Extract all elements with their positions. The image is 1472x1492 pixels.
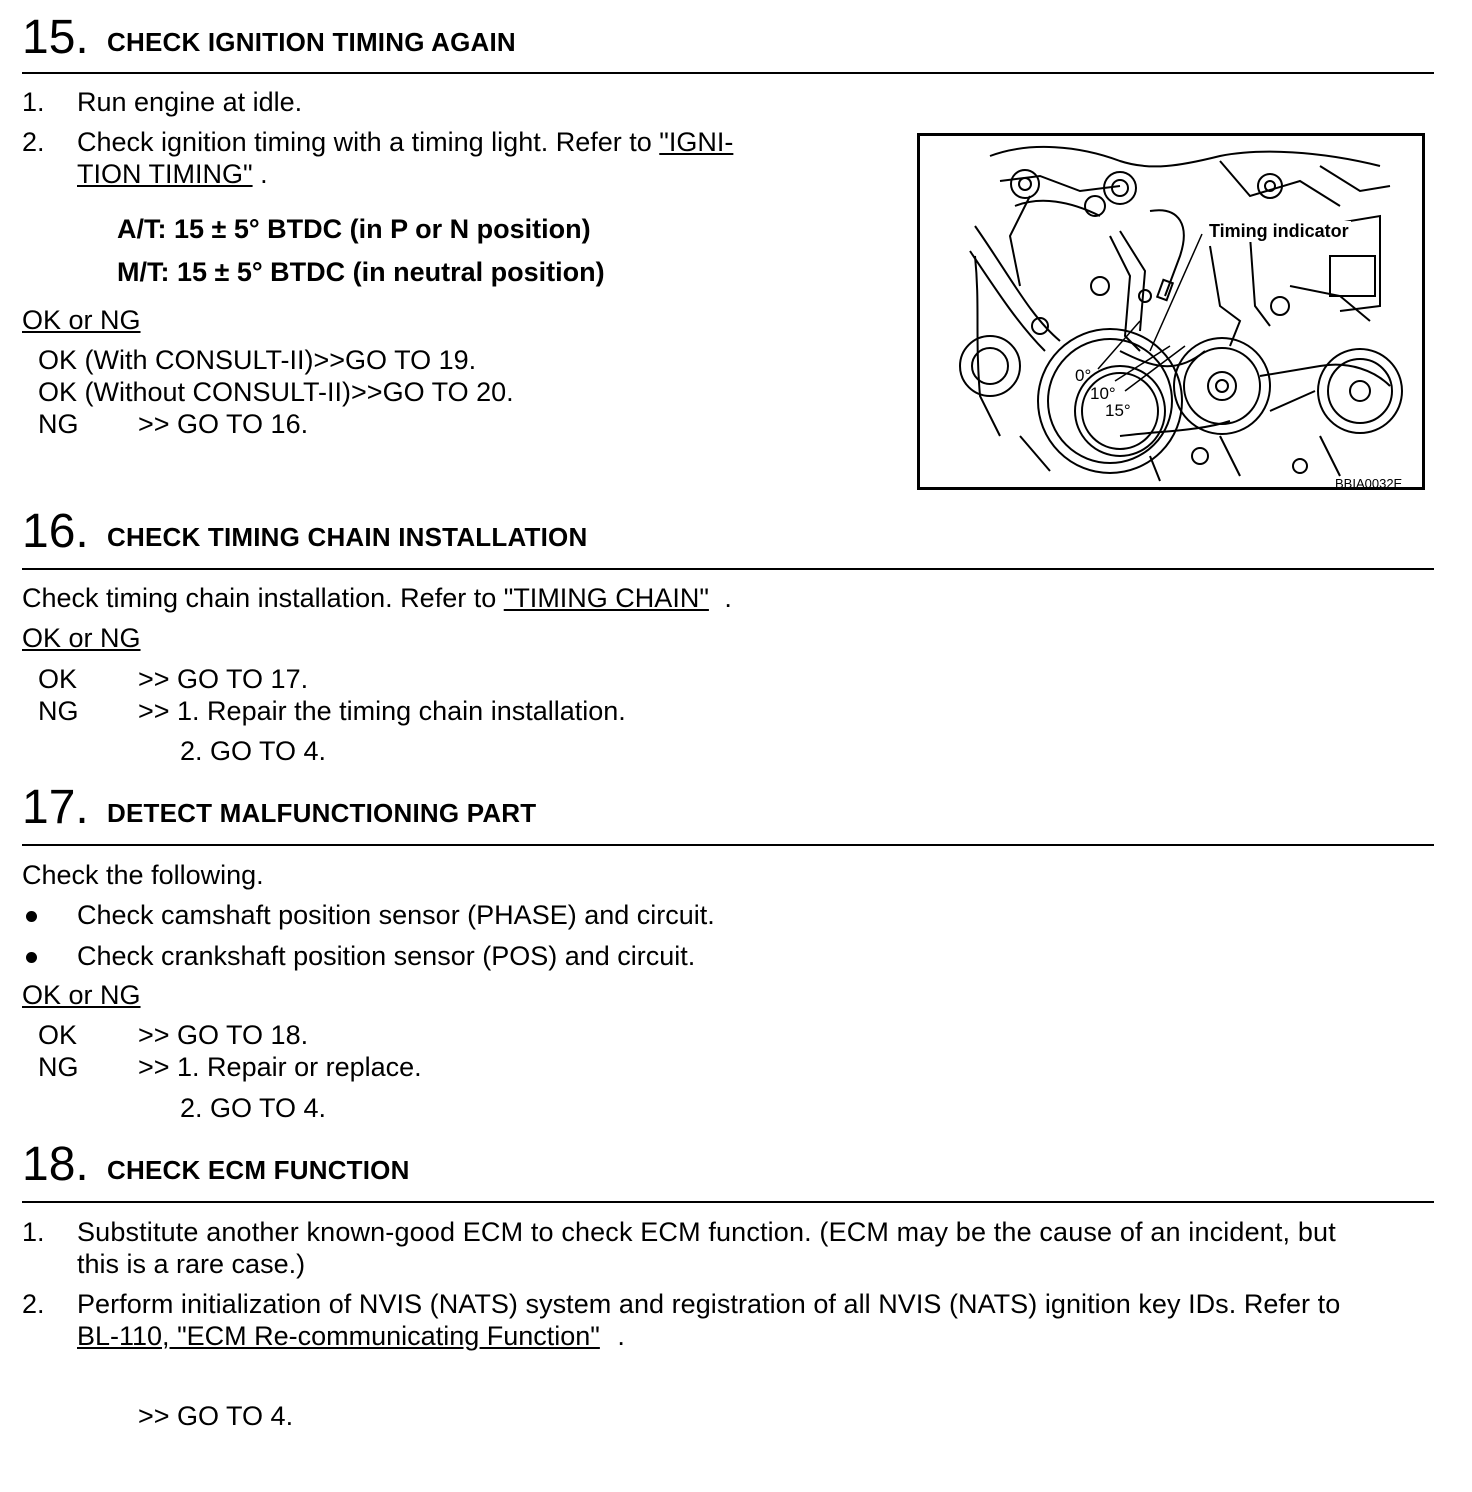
list-number: 1. — [22, 87, 45, 117]
timing-indicator-figure — [917, 133, 1425, 490]
step-number: 15. — [22, 11, 89, 64]
timing-mark-10: 10° — [1090, 384, 1116, 403]
punctuation: . — [716, 583, 732, 613]
timing-mark-0: 0° — [1075, 366, 1092, 385]
ng-label: NG — [38, 1052, 79, 1082]
step-18-header — [22, 1131, 1434, 1203]
step-title: DETECT MALFUNCTIONING PART — [107, 798, 537, 828]
list-item-text: Check ignition timing with a timing light. Refer to — [77, 127, 660, 157]
list-item-continued — [77, 158, 268, 190]
step-title: CHECK TIMING CHAIN INSTALLATION — [107, 522, 588, 552]
engine-pulley-drawing — [920, 136, 1422, 487]
step-15-header — [22, 2, 1434, 74]
ng-label: NG — [38, 696, 79, 726]
figure-code: BBIA0032E — [1335, 476, 1403, 490]
bullet-item: Check crankshaft position sensor (POS) and circuit. — [77, 941, 696, 971]
list-number: 1. — [22, 1217, 45, 1247]
step-16-text — [22, 582, 732, 614]
spec-at: A/T: 15 ± 5° BTDC (in P or N position) — [117, 214, 591, 244]
list-item: Perform initialization of NVIS (NATS) system and registration of all NVIS (NATS) ignition key IDs. Refer to — [77, 1289, 1341, 1319]
timing-mark-15: 15° — [1105, 401, 1131, 420]
ok-or-ng-label: OK or NG — [22, 623, 141, 653]
ok-or-ng-label: OK or NG — [22, 305, 141, 335]
ng-action-step-2: 2. GO TO 4. — [180, 1093, 327, 1123]
list-item-continued — [77, 1320, 625, 1352]
ng-action: >> 1. Repair the timing chain installation. — [138, 696, 626, 726]
step-16-header — [22, 498, 1434, 570]
paragraph-text: Check timing chain installation. Refer to — [22, 583, 504, 613]
ok-label: OK — [38, 1020, 78, 1050]
step-title: CHECK IGNITION TIMING AGAIN — [107, 27, 516, 57]
ng-label: NG — [38, 409, 79, 439]
list-item-continued: this is a rare case.) — [77, 1249, 306, 1279]
spec-mt: M/T: 15 ± 5° BTDC (in neutral position) — [117, 257, 605, 287]
bullet-icon — [26, 952, 37, 963]
ok-action: >> GO TO 18. — [138, 1020, 309, 1050]
ng-action: >> GO TO 16. — [138, 409, 309, 439]
result-line: OK (With CONSULT-II)>>GO TO 19. — [38, 345, 477, 375]
ignition-timing-link-continued[interactable]: TION TIMING" — [77, 159, 253, 189]
step-number: 16. — [22, 505, 89, 558]
timing-chain-link[interactable]: "TIMING CHAIN" — [503, 583, 709, 613]
list-item: Substitute another known-good ECM to check ECM function. (ECM may be the cause of an incident, but — [77, 1217, 1336, 1247]
punctuation: . — [609, 1321, 625, 1351]
timing-indicator-callout: Timing indicator — [1209, 221, 1349, 241]
ng-action: >> 1. Repair or replace. — [138, 1052, 422, 1082]
ok-action: >> GO TO 17. — [138, 664, 309, 694]
step-17-header — [22, 774, 1434, 846]
list-item — [77, 126, 733, 158]
list-number: 2. — [22, 1289, 45, 1319]
ok-or-ng-label: OK or NG — [22, 980, 141, 1010]
punctuation: . — [252, 159, 268, 189]
ok-label: OK — [38, 664, 78, 694]
step-title: CHECK ECM FUNCTION — [107, 1155, 410, 1185]
ng-action-step-2: 2. GO TO 4. — [180, 736, 327, 766]
ignition-timing-link[interactable]: "IGNI- — [659, 127, 734, 157]
result-line: OK (Without CONSULT-II)>>GO TO 20. — [38, 377, 514, 407]
step-number: 18. — [22, 1138, 89, 1191]
bullet-item: Check camshaft position sensor (PHASE) and circuit. — [77, 900, 715, 930]
list-item: Run engine at idle. — [77, 87, 303, 117]
bullet-icon — [26, 911, 37, 922]
step-17-intro: Check the following. — [22, 860, 264, 890]
list-number: 2. — [22, 127, 45, 157]
final-action: >> GO TO 4. — [138, 1401, 294, 1431]
step-number: 17. — [22, 781, 89, 834]
ecm-recommunicating-link[interactable]: BL-110, "ECM Re-communicating Function" — [77, 1321, 600, 1351]
